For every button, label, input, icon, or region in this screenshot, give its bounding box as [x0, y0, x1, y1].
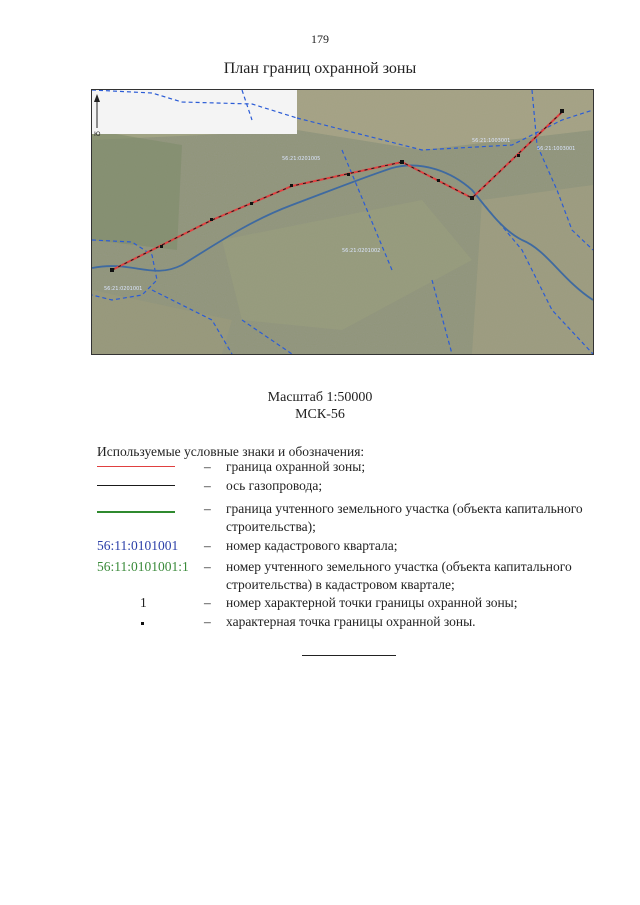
legend-text: номер кадастрового квартала;: [226, 538, 398, 553]
quarter-label: 56:21:1003001: [472, 138, 511, 144]
page-title: План границ охранной зоны: [223, 60, 417, 77]
legend-dash: –: [204, 478, 211, 493]
quarter-label: 56:21:1003001: [537, 146, 576, 152]
legend-text: номер учтенного земельного участка (объекта капитального строительства) в кадастровом квартале;: [226, 559, 572, 592]
legend-text: характерная точка границы охранной зоны.: [226, 614, 476, 629]
legend-dash: –: [204, 559, 211, 574]
coordinate-system: МСК-56: [295, 407, 345, 422]
legend-dash: –: [204, 595, 211, 610]
quarter-number-example: 56:11:0101001: [97, 538, 179, 553]
boundary-map: [91, 89, 594, 355]
map-canvas: [92, 90, 593, 354]
legend-dash: –: [204, 459, 211, 474]
legend-text: номер характерной точки границы охранной зоны;: [226, 595, 518, 610]
map-inset: [92, 90, 297, 134]
characteristic-point-icon: [141, 622, 144, 625]
quarter-label: 56:21:0201005: [282, 156, 321, 162]
quarter-label: 56:21:0201002: [342, 248, 381, 254]
map-field: [92, 130, 182, 250]
legend-dash: –: [204, 614, 211, 629]
parcel-boundary-swatch: [97, 511, 175, 513]
zone-boundary-swatch: [97, 466, 175, 467]
legend-text: граница учтенного земельного участка (объекта капитального строительства);: [226, 501, 583, 534]
pipeline-axis-swatch: [97, 485, 175, 486]
quarter-label: 56:21:0201001: [104, 286, 143, 292]
legend-text: граница охранной зоны;: [226, 459, 366, 474]
footer-divider: [302, 655, 396, 656]
page-number: 179: [311, 32, 329, 46]
compass-label: Ю: [94, 131, 101, 138]
point-number-example: 1: [140, 595, 147, 610]
legend-dash: –: [204, 501, 211, 516]
legend-dash: –: [204, 538, 211, 553]
legend-text: ось газопровода;: [226, 478, 323, 493]
parcel-number-example: 56:11:0101001:1: [97, 559, 189, 574]
legend-title: Используемые условные знаки и обозначения:: [97, 444, 365, 459]
map-field: [472, 185, 593, 354]
map-scale: Масштаб 1:50000: [267, 390, 373, 405]
